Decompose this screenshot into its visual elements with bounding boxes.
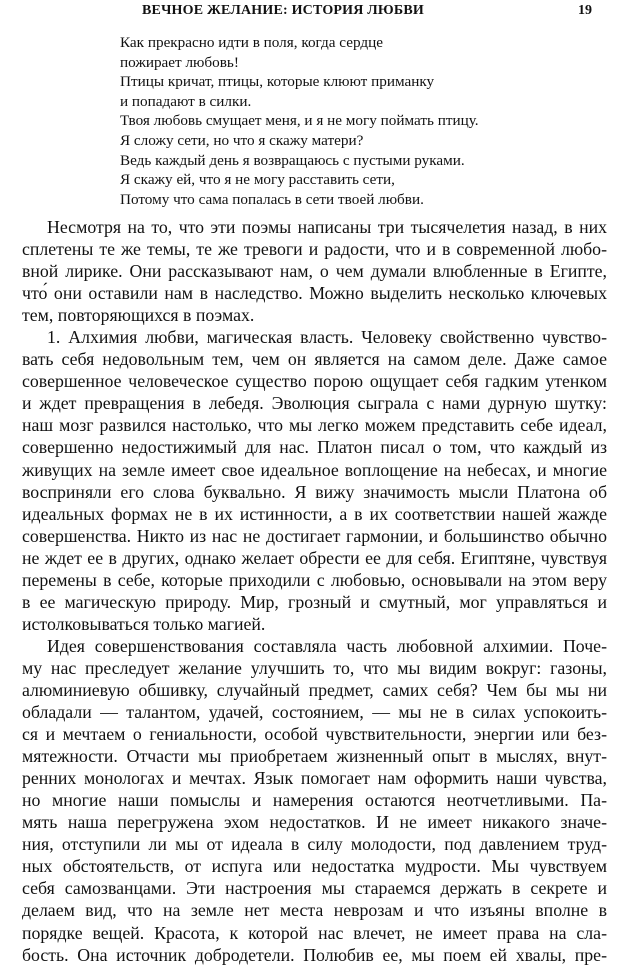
text-line: бость. Она источник добродетели. Полюбив ее, мы поем ей хвалы, пре- — [22, 944, 607, 965]
text-line: му нас преследует желание улучшить то, что мы видим вокруг: газоны, — [22, 657, 607, 678]
text-line: делаем вид, что на земле нет места неврозам и что изъяны вполне в — [22, 900, 607, 921]
text-line: мятежности. Отчасти мы приобретаем жизненный опыт в мыслях, внут- — [22, 746, 607, 767]
text-line: Идея совершенствования составляла часть любовной алхимии. Поче- — [47, 635, 607, 656]
poem-line: и попадают в силки. — [120, 92, 252, 110]
text-line: совершенное человеческое существо порою ощущает себя гадким утенком — [22, 371, 607, 392]
text-line: перемены в себе, которые приходили с любовью, основывали на этом веру — [22, 569, 607, 590]
text-line: Несмотря на то, что эти поэмы написаны три тысячелетия назад, в них — [47, 217, 607, 237]
text-line: наш мозг развился настолько, что мы легко можем представить себе идеал, — [22, 415, 607, 436]
text-line: но многие наши помыслы и намерения остаются неотчетливыми. Па- — [22, 790, 607, 811]
text-line: не ждет ее в других, однако желает обрести ее для себя. Египтяне, чувствуя — [22, 547, 607, 568]
text-line: восприняли его слова буквально. Я вижу значимость мысли Платона об — [22, 481, 607, 502]
poem-line: Потому что сама попалась в сети твоей любви. — [120, 190, 424, 208]
poem-block — [120, 33, 600, 209]
text-line: истолковываться только магией. — [22, 613, 266, 634]
text-line: идеальных формах не в их истинности, а в их соответствии нашей жажде — [22, 503, 607, 524]
text-line: мять наша перегружена эхом недостатков. И не имеет никакого значе- — [22, 812, 607, 833]
poem-line: Птицы кричат, птицы, которые клюют приманку — [120, 73, 435, 91]
text-line: обладали — талантом, удачей, состоянием, — мы не в силах успокоить- — [22, 702, 607, 723]
page-number: 19 — [578, 3, 592, 18]
text-line: тем, повторяющихся в поэмах. — [22, 305, 255, 326]
poem-line: Я скажу ей, что я не могу расставить сети, — [120, 171, 395, 189]
text-line: ренних монологах и мечтах. Язык помогает нам оформить наши чувства, — [22, 768, 607, 789]
poem-line: пожирает любовь! — [120, 53, 239, 71]
text-line: живущих на земле имеет свое идеальное воплощение на небесах, и многие — [22, 459, 607, 480]
running-title: ВЕЧНОЕ ЖЕЛАНИЕ: ИСТОРИЯ ЛЮБВИ — [142, 3, 424, 18]
poem-line: Твоя любовь смущает меня, и я не могу поймать птицу. — [120, 112, 479, 130]
body-text — [22, 216, 607, 966]
text-line: алюминиевую обшивку, случайный предмет, самих себя? Чем бы мы ни — [22, 679, 607, 700]
text-line: порядке вещей. Красота, к которой нас влечет, не имеет права на сла- — [22, 922, 607, 943]
text-line: в ее магическую природу. Мир, грозный и смутный, мог управляться и — [22, 591, 607, 612]
poem-line: Я сложу сети, но что я скажу матери? — [120, 131, 364, 149]
text-line: совершенства. Никто из нас не достигает гармонии, и большинство обычно — [22, 525, 607, 546]
text-line: что́ они оставили нам в наследство. Можно выделить несколько ключевых — [22, 283, 607, 304]
poem-line: Ведь каждый день я возвращаюсь с пустыми руками. — [120, 151, 465, 169]
text-line: совершенно недостижимый для нас. Платон писал о том, что каждый из — [22, 437, 607, 458]
text-line: вной лирике. Они рассказывают нам, о чем думали влюбленные в Египте, — [22, 261, 607, 282]
text-line: ся и мечтаем о гениальности, особой чувствительности, энергии или без- — [22, 724, 607, 745]
text-line: ния, отступили ли мы от идеала в силу молодости, под давлением труд- — [22, 834, 607, 855]
poem-line: Как прекрасно идти в поля, когда сердце — [120, 34, 383, 51]
running-header — [0, 3, 620, 23]
text-line: и ждет превращения в лебедя. Эволюция сыграла с нами дурную шутку: — [22, 393, 607, 414]
text-line: ных обстоятельств, от испуга или недостатка мудрости. Мы чувствуем — [22, 856, 607, 877]
text-line: себя самозванцами. Эти настроения мы стараемся держать в секрете и — [22, 878, 607, 899]
text-line: вать себя недовольным тем, чем он является на самом деле. Даже самое — [22, 349, 607, 370]
text-line: 1. Алхимия любви, магическая власть. Человеку свойственно чувство- — [47, 327, 607, 348]
text-line: сплетены те же темы, те же тревоги и радости, что и в современной любо- — [22, 239, 607, 260]
